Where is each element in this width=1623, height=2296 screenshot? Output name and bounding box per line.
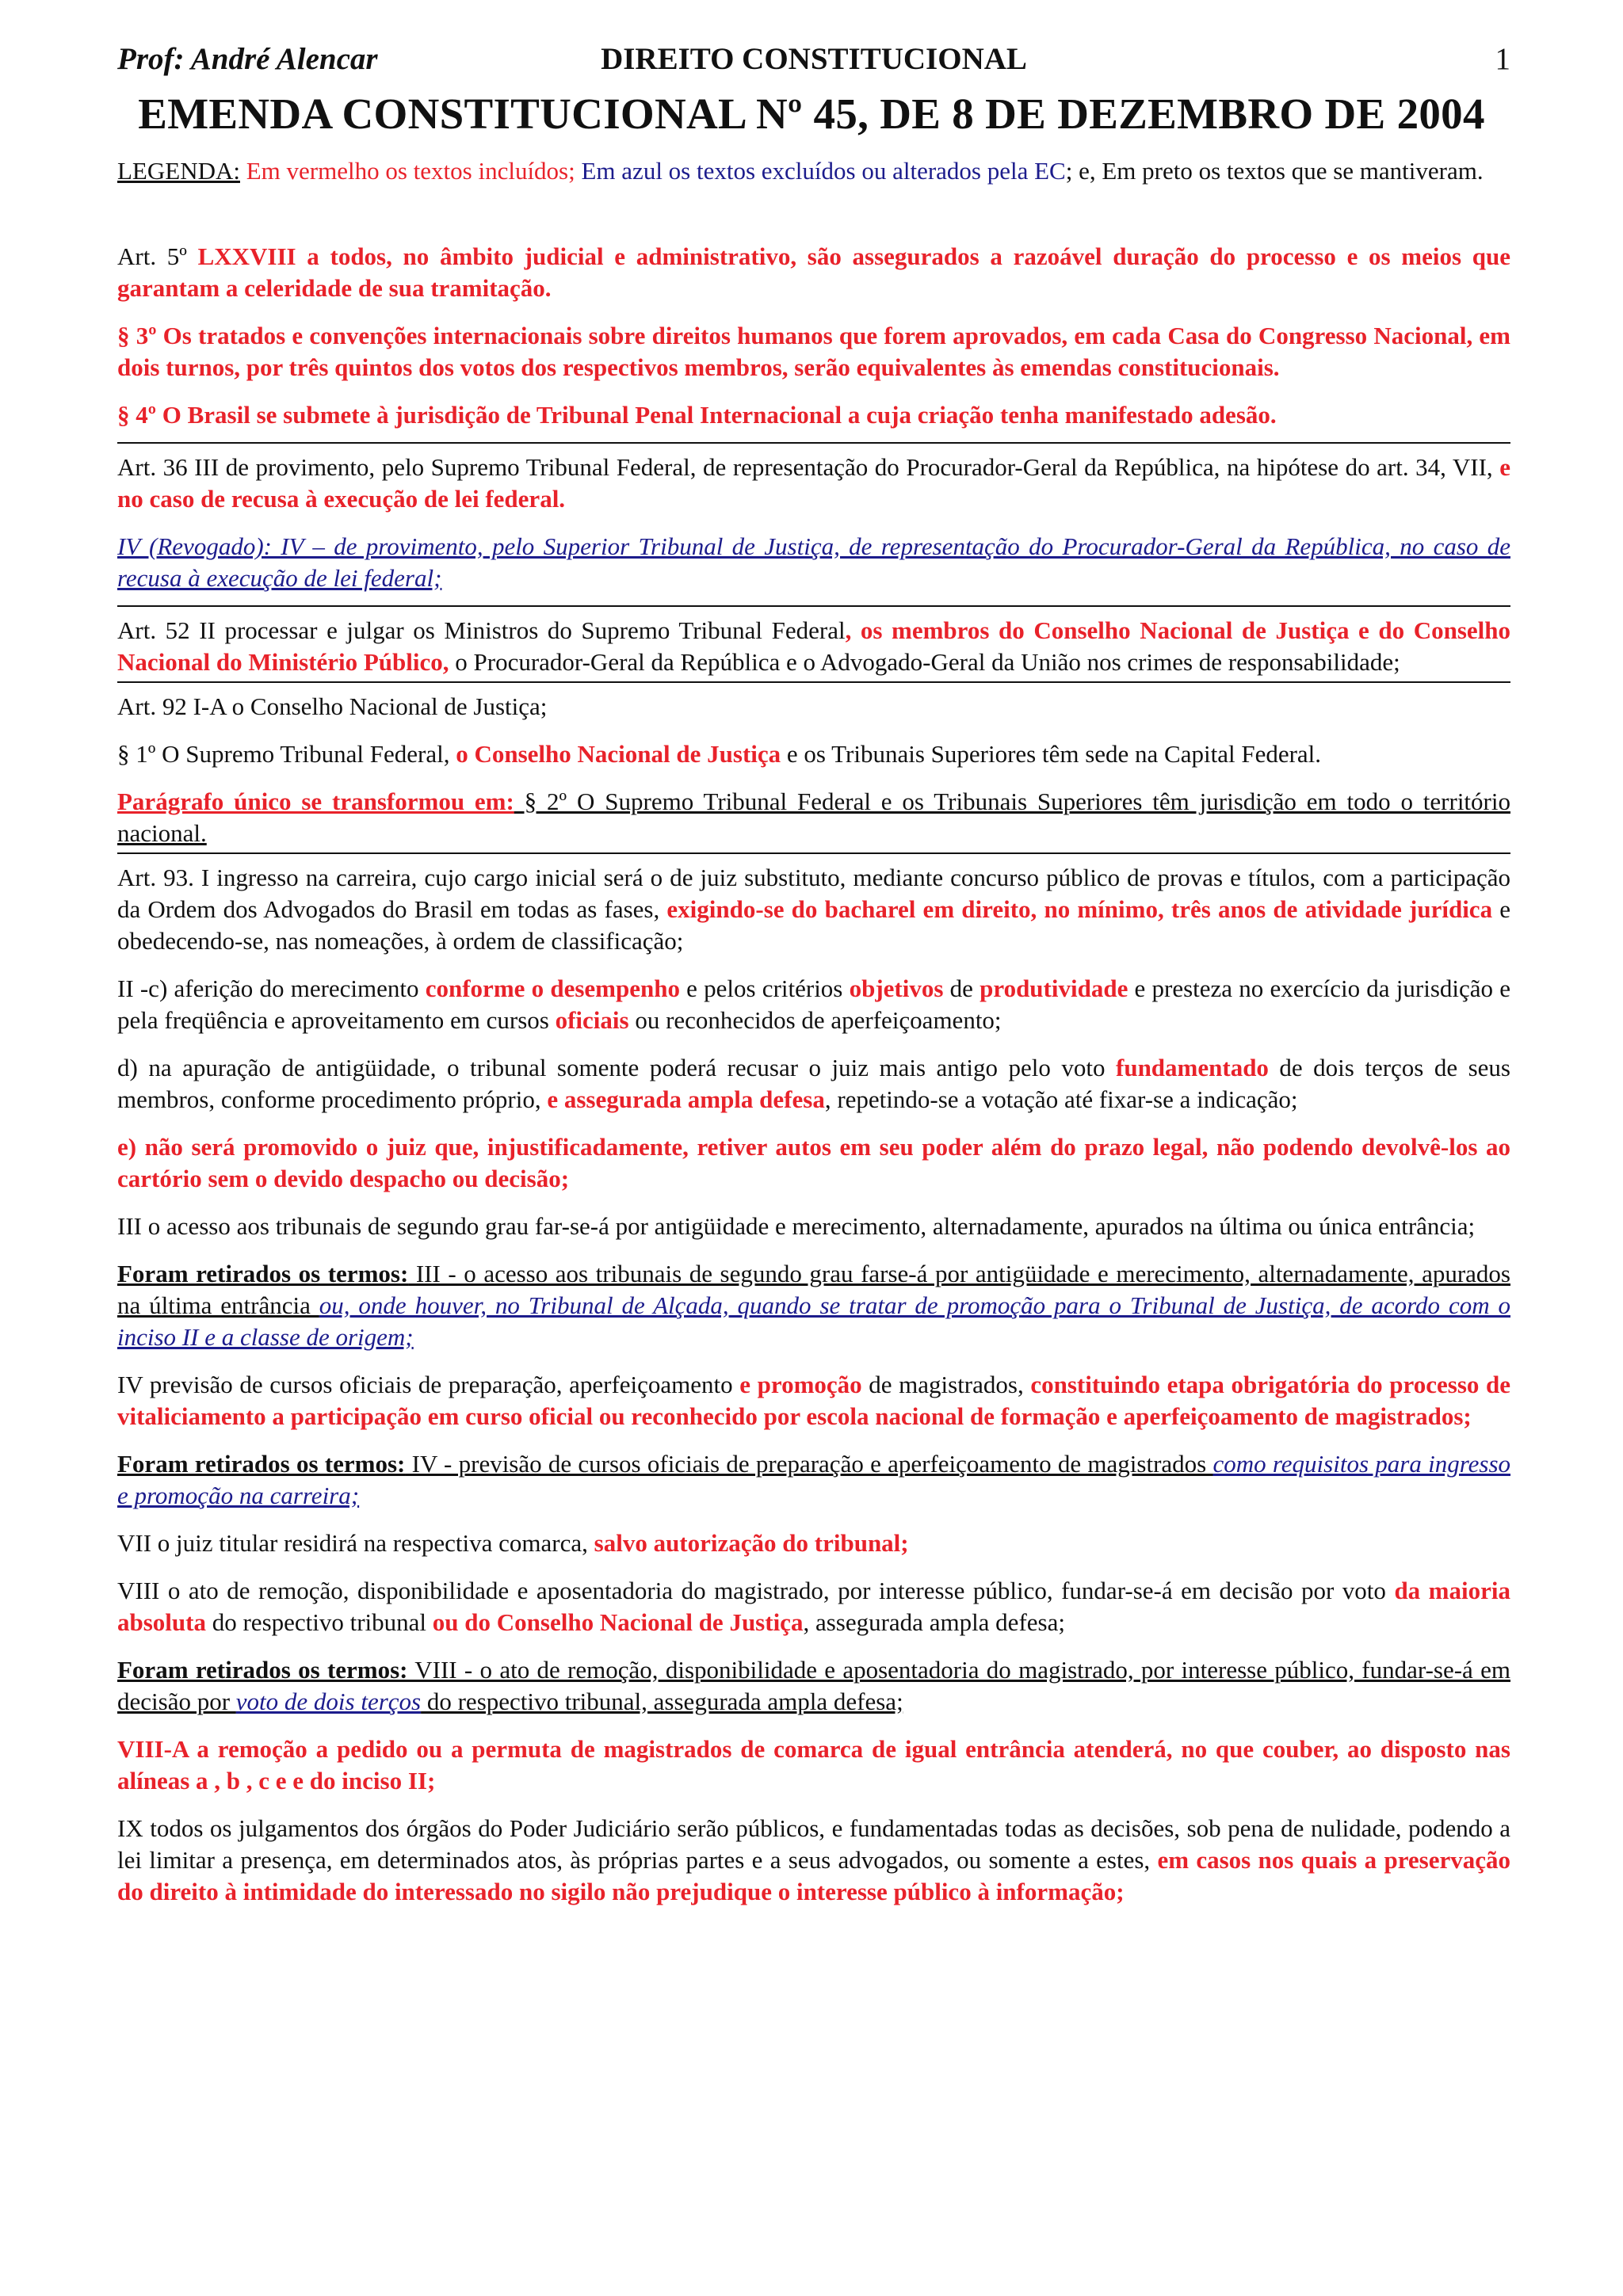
art93-i-b: e obedecendo-se, nas nomeações, à ordem de classificação; [117, 895, 1510, 955]
art93-viii-r2: ou do Conselho Nacional de Justiça [432, 1608, 804, 1636]
art93-ret-iv-b: como requisitos para ingresso e promoção na carreira; [117, 1450, 1511, 1509]
art93-d-b: de dois terços de seus membros, conforme procedimento próprio, [117, 1054, 1510, 1113]
header-subject: DIREITO CONSTITUCIONAL [601, 42, 1027, 76]
art92-paragrafo-unico [117, 786, 1510, 849]
art92-pu-text: § 2º O Supremo Tribunal Federal e os Tribunais Superiores têm jurisdição em todo o território nacional. [117, 788, 1510, 847]
art92-par1 [117, 738, 1510, 770]
art93-c-r4: oficiais [555, 1006, 629, 1034]
art93-i [117, 862, 1510, 957]
legend-label: LEGENDA: [117, 157, 240, 185]
art93-ret-viii-b: voto de dois terços [235, 1688, 422, 1715]
art93-iv-b: de magistrados, [861, 1371, 1031, 1398]
art52-ii [117, 615, 1510, 678]
art93-ii-c [117, 973, 1510, 1036]
art93-iii-removed [117, 1258, 1510, 1353]
art93-iv-removed [117, 1448, 1510, 1512]
art93-c-c: de [943, 974, 980, 1002]
art93-iv [117, 1369, 1510, 1432]
art93-c-r1: conforme o desempenho [425, 974, 680, 1002]
art93-ret-iii-a: III - o acesso aos tribunais de segundo grau farse-á por antigüidade e merecimento, alternadamente, apurados na última entrância [117, 1260, 1510, 1319]
art93-ret-iv-a: IV - previsão de cursos oficiais de preparação e aperfeiçoamento de magistrados [405, 1450, 1213, 1478]
art92-ia: Art. 92 I-A o Conselho Nacional de Justiça; [117, 692, 548, 720]
art93-ix [117, 1813, 1510, 1908]
legend-red: Em vermelho os textos incluídos; [239, 157, 575, 185]
header-author: Prof: André Alencar [117, 42, 378, 76]
art93-c-r3: produtividade [980, 974, 1128, 1002]
art36-added: e no caso de recusa à execução de lei federal. [117, 453, 1510, 513]
art93-vii-a: VII o juiz titular residirá na respectiva comarca, [117, 1529, 594, 1557]
separator [117, 681, 1510, 683]
art93-ii-d [117, 1052, 1510, 1116]
art93-iv-r2: constituindo etapa obrigatória do processo de vitaliciamento a participação em curso oficial ou reconhecido por escola nacional de formação e aperfeiçoamento de magistrados; [117, 1371, 1510, 1430]
page-header [117, 41, 1510, 82]
art93-iii: III o acesso aos tribunais de segundo grau far-se-á por antigüidade e merecimento, alternadamente, apurados na última ou única entrância; [117, 1212, 1476, 1240]
art93-viii-r1: da maioria absoluta [117, 1577, 1510, 1636]
art93-ret-iii-b: ou, onde houver, no Tribunal de Alçada, quando se tratar de promoção para o Tribunal de Justiça, de acordo com o inciso II e a classe de origem; [117, 1291, 1510, 1351]
document-title: EMENDA CONSTITUCIONAL Nº 45, DE 8 DE DEZEMBRO DE 2004 [138, 90, 1485, 138]
art93-iv-r1: e promoção [739, 1371, 862, 1398]
art5-inciso-text: LXXVIII a todos, no âmbito judicial e administrativo, são assegurados a razoável duração do processo e os meios que garantam a celeridade de sua tramitação. [117, 242, 1510, 302]
legend [117, 155, 1510, 187]
art93-ii-e: e) não será promovido o juiz que, injustificadamente, retiver autos em seu poder além do prazo legal, não podendo devolvê-los ao cartório sem o devido despacho ou decisão; [117, 1133, 1510, 1192]
art93-ret-viii-a: VIII - o ato de remoção, disponibilidade e aposentadoria do magistrado, por interesse público, fundar-se-á em decisão por [117, 1656, 1510, 1715]
art5-par4: § 4º O Brasil se submete à jurisdição de Tribunal Penal Internacional a cuja criação tenha manifestado adesão. [117, 401, 1277, 429]
art93-ret-viii-c: do respectivo tribunal, assegurada ampla defesa; [421, 1688, 903, 1715]
art93-viii-c: , assegurada ampla defesa; [803, 1608, 1065, 1636]
art93-d-r2: e assegurada ampla defesa [547, 1085, 825, 1113]
art93-ix-r: em casos nos quais a preservação do direito à intimidade do interessado no sigilo não prejudique o interesse público à informação; [117, 1846, 1510, 1905]
page-number: 1 [1495, 42, 1510, 76]
art92-par1-a: § 1º O Supremo Tribunal Federal, [117, 740, 456, 768]
art52-added: , os membros do Conselho Nacional de Justiça e do Conselho Nacional do Ministério Público, [117, 616, 1510, 676]
legend-black: ; e, Em preto os textos que se mantiveram. [1065, 157, 1484, 185]
art52-text-b: o Procurador-Geral da República e o Advogado-Geral da União nos crimes de responsabilidade; [449, 648, 1400, 676]
art93-d-c: , repetindo-se a votação até fixar-se a indicação; [824, 1085, 1298, 1113]
separator [117, 852, 1510, 854]
art93-ix-a: IX todos os julgamentos dos órgãos do Poder Judiciário serão públicos, e fundamentadas todas as decisões, sob pena de nulidade, podendo a lei limitar a presença, em determinados atos, às próprias partes e a seus advogados, ou somente a estes, [117, 1814, 1510, 1874]
art93-vii [117, 1527, 1510, 1559]
art93-viii-b: do respectivo tribunal [205, 1608, 433, 1636]
art5-inciso [117, 241, 1510, 304]
art52-text-a: Art. 52 II processar e julgar os Ministros do Supremo Tribunal Federal [117, 616, 846, 644]
art93-vii-r: salvo autorização do tribunal; [594, 1529, 909, 1557]
art36-iv-revoked: IV (Revogado): IV – de provimento, pelo Superior Tribunal de Justiça, de representação do Procurador-Geral da República, no caso de recusa à execução de lei federal; [117, 532, 1510, 592]
art93-viii-a: VIII o ato de remoção, disponibilidade e aposentadoria do magistrado, por interesse público, fundar-se-á em decisão por voto [117, 1577, 1395, 1604]
removed-label: Foram retirados os termos: [117, 1450, 406, 1478]
art93-viii-a: VIII-A a remoção a pedido ou a permuta de magistrados de comarca de igual entrância atenderá, no que couber, ao disposto nas alíneas a , b , c e e do inciso II; [117, 1735, 1510, 1794]
removed-label: Foram retirados os termos: [117, 1260, 409, 1287]
art93-i-added: exigindo-se do bacharel em direito, no mínimo, três anos de atividade jurídica [659, 895, 1493, 923]
art93-iv-a: IV previsão de cursos oficiais de preparação, aperfeiçoamento [117, 1371, 740, 1398]
legend-blue: Em azul os textos excluídos ou alterados pela EC [575, 157, 1066, 185]
art93-c-r2: objetivos [849, 974, 944, 1002]
art5-par3: § 3º Os tratados e convenções internacionais sobre direitos humanos que forem aprovados, em cada Casa do Congresso Nacional, em dois turnos, por três quintos dos votos dos respectivos membros, serão equivalentes às emendas constitucionais. [117, 322, 1510, 381]
art92-pu-label: Parágrafo único se transformou em: [117, 788, 514, 815]
document-body [117, 155, 1510, 1924]
art93-viii-removed [117, 1654, 1510, 1718]
removed-label: Foram retirados os termos: [117, 1656, 408, 1684]
separator [117, 605, 1510, 607]
separator [117, 442, 1510, 444]
art93-d-r1: fundamentado [1116, 1054, 1269, 1081]
art93-c-b: e pelos critérios [679, 974, 850, 1002]
art92-par1-b: e os Tribunais Superiores têm sede na Capital Federal. [781, 740, 1322, 768]
art93-i-a: Art. 93. I ingresso na carreira, cujo cargo inicial será o de juiz substituto, mediante concurso público de provas e títulos, com a participação da Ordem dos Advogados do Brasil em todas as fases, [117, 864, 1510, 923]
art36-iii [117, 452, 1510, 515]
art93-d-a: d) na apuração de antigüidade, o tribunal somente poderá recusar o juiz mais antigo pelo voto [117, 1054, 1116, 1081]
art5-lead: Art. 5º [117, 242, 198, 270]
art93-c-e: ou reconhecidos de aperfeiçoamento; [628, 1006, 1002, 1034]
art92-par1-added: o Conselho Nacional de Justiça [456, 740, 781, 768]
art93-c-d: e presteza no exercício da jurisdição e pela freqüência e aproveitamento em cursos [117, 974, 1510, 1034]
art36-text: Art. 36 III de provimento, pelo Supremo Tribunal Federal, de representação do Procurador-Geral da República, na hipótese do art. 34, VII, [117, 453, 1493, 481]
art93-viii [117, 1575, 1510, 1638]
art93-c-a: II -c) aferição do merecimento [117, 974, 426, 1002]
